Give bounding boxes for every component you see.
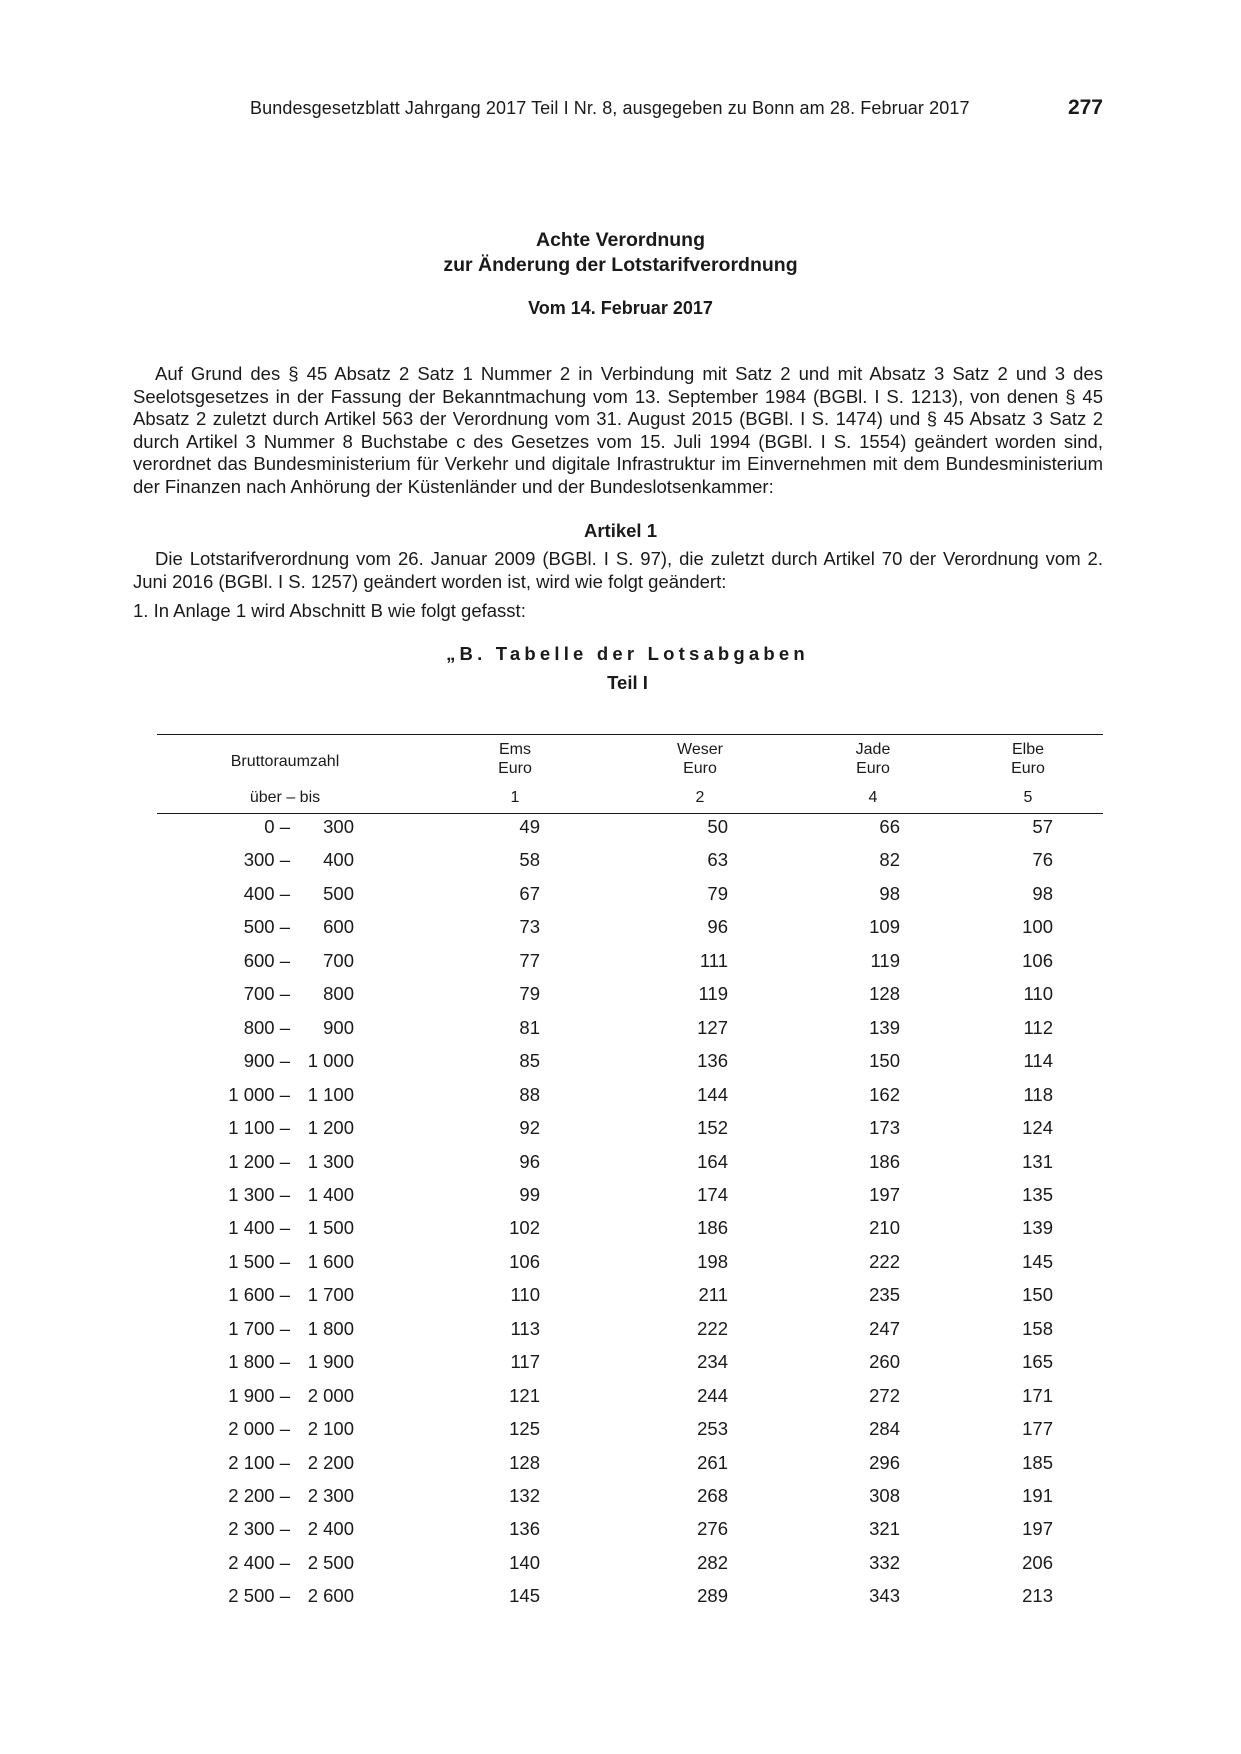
list-item-1: 1. In Anlage 1 wird Abschnitt B wie folgt gefasst:	[133, 600, 526, 621]
cell-jade: 82	[879, 849, 900, 871]
cell-jade: 247	[869, 1317, 900, 1339]
cell-weser: 164	[697, 1150, 728, 1172]
table-row	[0, 816, 1241, 850]
cell-ems: 67	[519, 882, 540, 904]
document-title	[0, 228, 1241, 278]
cell-from: 500 –	[243, 916, 290, 938]
cell-jade: 173	[869, 1117, 900, 1139]
cell-elbe: 106	[1022, 949, 1053, 971]
cell-ems: 121	[509, 1384, 540, 1406]
cell-from: 2 500 –	[228, 1585, 290, 1607]
cell-jade: 222	[869, 1250, 900, 1272]
cell-jade: 186	[869, 1150, 900, 1172]
table-row	[0, 1217, 1241, 1251]
table-row	[0, 950, 1241, 984]
artikel-heading: Artikel 1	[583, 520, 657, 541]
header-ems-name: Ems	[499, 741, 531, 758]
cell-to: 1 500	[307, 1217, 354, 1239]
cell-weser: 63	[707, 849, 728, 871]
table-header-rule	[157, 813, 1103, 814]
cell-to: 1 800	[307, 1317, 354, 1339]
header-elbe-unit: Euro	[1011, 760, 1045, 777]
cell-weser: 174	[697, 1183, 728, 1205]
table-row	[0, 1050, 1241, 1084]
header-jade-unit: Euro	[856, 760, 890, 777]
cell-from: 800 –	[243, 1016, 290, 1038]
cell-from: 700 –	[243, 983, 290, 1005]
header-elbe-name: Elbe	[1011, 741, 1045, 758]
cell-to: 1 700	[307, 1284, 354, 1306]
cell-ems: 96	[519, 1150, 540, 1172]
table-row	[0, 1284, 1241, 1318]
cell-from: 1 500 –	[228, 1250, 290, 1272]
cell-ems: 88	[519, 1083, 540, 1105]
cell-elbe: 197	[1022, 1518, 1053, 1540]
cell-from: 1 000 –	[228, 1083, 290, 1105]
page-number: 277	[1067, 96, 1103, 119]
cell-elbe: 57	[1032, 816, 1053, 837]
cell-jade: 296	[869, 1451, 900, 1473]
cell-weser: 127	[697, 1016, 728, 1038]
cell-to: 500	[323, 882, 354, 904]
cell-elbe: 135	[1022, 1183, 1053, 1205]
cell-jade: 308	[869, 1485, 900, 1506]
cell-ems: 77	[519, 949, 540, 971]
cell-jade: 343	[869, 1585, 900, 1607]
cell-to: 2 300	[307, 1485, 354, 1506]
cell-weser: 136	[697, 1050, 728, 1072]
cell-elbe: 76	[1032, 849, 1053, 871]
cell-to: 1 600	[307, 1250, 354, 1272]
cell-from: 1 600 –	[228, 1284, 290, 1306]
cell-to: 300	[323, 816, 354, 837]
cell-from: 2 300 –	[228, 1518, 290, 1540]
cell-elbe: 98	[1032, 882, 1053, 904]
header-elbe-number: 5	[1023, 789, 1033, 806]
cell-to: 700	[323, 949, 354, 971]
cell-ems: 102	[509, 1217, 540, 1239]
cell-weser: 186	[697, 1217, 728, 1239]
cell-to: 1 300	[307, 1150, 354, 1172]
cell-elbe: 112	[1023, 1016, 1053, 1038]
cell-ems: 85	[519, 1050, 540, 1072]
cell-weser: 268	[697, 1485, 728, 1506]
cell-elbe: 171	[1022, 1384, 1053, 1406]
cell-ems: 79	[519, 983, 540, 1005]
header-weser	[640, 740, 760, 778]
document-date: Vom 14. Februar 2017	[528, 298, 713, 318]
header-ems-number: 1	[510, 789, 520, 806]
cell-jade: 284	[869, 1418, 900, 1440]
cell-weser: 222	[697, 1317, 728, 1339]
header-ueber-bis: über – bis	[249, 789, 321, 806]
cell-elbe: 150	[1022, 1284, 1053, 1306]
cell-from: 2 100 –	[228, 1451, 290, 1473]
table-row	[0, 1351, 1241, 1385]
cell-elbe: 177	[1022, 1418, 1053, 1440]
table-row	[0, 1552, 1241, 1586]
header-ems	[455, 740, 575, 778]
cell-jade: 128	[869, 983, 900, 1005]
table-row	[0, 1385, 1241, 1419]
cell-ems: 117	[510, 1351, 540, 1373]
cell-to: 2 600	[307, 1585, 354, 1607]
cell-weser: 144	[697, 1083, 728, 1105]
table-row	[0, 1418, 1241, 1452]
table-row	[0, 1485, 1241, 1519]
table-row	[0, 1017, 1241, 1051]
table-row	[0, 983, 1241, 1017]
table-row	[0, 1151, 1241, 1185]
cell-weser: 211	[698, 1284, 728, 1306]
cell-elbe: 185	[1022, 1451, 1053, 1473]
cell-weser: 96	[707, 916, 728, 938]
cell-ems: 81	[519, 1016, 540, 1038]
cell-weser: 111	[699, 949, 728, 971]
cell-jade: 197	[869, 1183, 900, 1205]
cell-from: 900 –	[243, 1050, 290, 1072]
cell-ems: 113	[510, 1317, 540, 1339]
cell-elbe: 165	[1022, 1351, 1053, 1373]
cell-elbe: 213	[1022, 1585, 1053, 1607]
cell-weser: 276	[697, 1518, 728, 1540]
cell-jade: 109	[869, 916, 900, 938]
cell-from: 1 200 –	[228, 1150, 290, 1172]
cell-ems: 136	[509, 1518, 540, 1540]
cell-ems: 145	[509, 1585, 540, 1607]
cell-elbe: 131	[1022, 1150, 1053, 1172]
cell-from: 1 100 –	[228, 1117, 290, 1139]
cell-jade: 162	[869, 1083, 900, 1105]
header-elbe	[968, 740, 1088, 778]
cell-to: 2 200	[307, 1451, 354, 1473]
cell-elbe: 110	[1023, 983, 1053, 1005]
header-bruttoraumzahl: Bruttoraumzahl	[230, 753, 340, 770]
cell-elbe: 114	[1023, 1050, 1053, 1072]
table-row	[0, 849, 1241, 883]
cell-from: 1 800 –	[228, 1351, 290, 1373]
cell-weser: 50	[707, 816, 728, 837]
cell-weser: 119	[698, 983, 728, 1005]
table-subtitle: Teil I	[607, 672, 648, 693]
cell-to: 1 400	[307, 1183, 354, 1205]
cell-from: 300 –	[243, 849, 290, 871]
cell-weser: 253	[697, 1418, 728, 1440]
cell-to: 2 500	[307, 1551, 354, 1573]
cell-weser: 289	[697, 1585, 728, 1607]
cell-weser: 79	[707, 882, 728, 904]
cell-ems: 99	[519, 1183, 540, 1205]
cell-elbe: 158	[1022, 1317, 1053, 1339]
cell-ems: 132	[509, 1485, 540, 1506]
cell-weser: 152	[697, 1117, 728, 1139]
cell-to: 2 100	[307, 1418, 354, 1440]
table-row	[0, 1452, 1241, 1486]
cell-jade: 321	[869, 1518, 900, 1540]
cell-to: 1 900	[307, 1351, 354, 1373]
cell-from: 1 400 –	[228, 1217, 290, 1239]
table-row	[0, 1184, 1241, 1218]
cell-elbe: 145	[1022, 1250, 1053, 1272]
header-jade-name: Jade	[855, 741, 891, 758]
cell-from: 2 400 –	[228, 1551, 290, 1573]
cell-ems: 128	[509, 1451, 540, 1473]
cell-to: 1 100	[307, 1083, 354, 1105]
table-top-rule	[157, 734, 1103, 735]
cell-elbe: 139	[1022, 1217, 1053, 1239]
cell-jade: 119	[870, 949, 900, 971]
table-row	[0, 883, 1241, 917]
table-row	[0, 1084, 1241, 1118]
cell-to: 1 200	[307, 1117, 354, 1139]
table-row	[0, 1117, 1241, 1151]
cell-weser: 261	[697, 1451, 728, 1473]
cell-jade: 66	[879, 816, 900, 837]
cell-jade: 235	[869, 1284, 900, 1306]
cell-elbe: 124	[1022, 1117, 1053, 1139]
intro-paragraph: Auf Grund des § 45 Absatz 2 Satz 1 Nummer 2 in Verbindung mit Satz 2 und mit Absatz 3 Satz 2 und 3 des Seelotsgesetzes in der Fassung der Bekanntmachung vom 13. September 1984 (BGBl. I S. 1213), von denen § 45 Absatz 2 zuletzt durch Artikel 563 der Verordnung vom 31. August 2015 (BGBl. I S. 1474) und § 45 Absatz 3 Satz 2 durch Artikel 3 Nummer 8 Buchstabe c des Gesetzes vom 15. Juli 1994 (BGBl. I S. 1554) geändert worden sind, verordnet das Bundesministerium für Verkehr und digitale Infrastruktur im Einvernehmen mit dem Bundesministerium der Finanzen nach Anhörung der Küstenländer und der Bundeslotsenkammer:	[133, 363, 1103, 497]
cell-jade: 210	[869, 1217, 900, 1239]
cell-from: 2 200 –	[228, 1485, 290, 1506]
cell-to: 1 000	[307, 1050, 354, 1072]
cell-to: 900	[323, 1016, 354, 1038]
table-row	[0, 1251, 1241, 1285]
header-jade-number: 4	[868, 789, 878, 806]
cell-from: 400 –	[243, 882, 290, 904]
title-line-1: Achte Verordnung	[535, 229, 706, 251]
header-weser-unit: Euro	[683, 760, 717, 777]
cell-ems: 140	[509, 1551, 540, 1573]
cell-from: 1 900 –	[228, 1384, 290, 1406]
cell-ems: 106	[509, 1250, 540, 1272]
table-row	[0, 1318, 1241, 1352]
cell-ems: 58	[519, 849, 540, 871]
cell-jade: 139	[869, 1016, 900, 1038]
cell-jade: 150	[869, 1050, 900, 1072]
cell-to: 600	[323, 916, 354, 938]
cell-weser: 198	[697, 1250, 728, 1272]
title-line-2: zur Änderung der Lotstarifverordnung	[443, 254, 798, 276]
cell-weser: 234	[697, 1351, 728, 1373]
running-header: Bundesgesetzblatt Jahrgang 2017 Teil I Nr. 8, ausgegeben zu Bonn am 28. Februar 2017	[250, 98, 970, 118]
cell-weser: 282	[697, 1551, 728, 1573]
table-title: „B. Tabelle der Lotsabgaben	[446, 643, 809, 664]
cell-ems: 110	[510, 1284, 540, 1306]
header-ems-unit: Euro	[498, 760, 532, 777]
cell-to: 800	[323, 983, 354, 1005]
cell-elbe: 191	[1022, 1485, 1053, 1506]
cell-jade: 98	[879, 882, 900, 904]
cell-to: 2 000	[307, 1384, 354, 1406]
table-row	[0, 916, 1241, 950]
artikel-text: Die Lotstarifverordnung vom 26. Januar 2009 (BGBl. I S. 97), die zuletzt durch Artikel 70 der Verordnung vom 2. Juni 2016 (BGBl. I S. 1257) geändert worden ist, wird wie folgt geändert:	[133, 548, 1103, 592]
cell-jade: 272	[869, 1384, 900, 1406]
cell-from: 1 300 –	[228, 1183, 290, 1205]
cell-jade: 260	[869, 1351, 900, 1373]
cell-to: 2 400	[307, 1518, 354, 1540]
cell-ems: 49	[519, 816, 540, 837]
table-row	[0, 1585, 1241, 1619]
table-row	[0, 1518, 1241, 1552]
cell-elbe: 118	[1023, 1083, 1053, 1105]
cell-weser: 244	[697, 1384, 728, 1406]
cell-elbe: 206	[1022, 1551, 1053, 1573]
cell-ems: 125	[509, 1418, 540, 1440]
cell-from: 2 000 –	[228, 1418, 290, 1440]
cell-from: 600 –	[243, 949, 290, 971]
cell-from: 0 –	[264, 816, 290, 837]
cell-jade: 332	[869, 1551, 900, 1573]
cell-ems: 92	[519, 1117, 540, 1139]
cell-to: 400	[323, 849, 354, 871]
header-weser-number: 2	[695, 789, 705, 806]
header-jade	[813, 740, 933, 778]
cell-from: 1 700 –	[228, 1317, 290, 1339]
header-weser-name: Weser	[677, 741, 723, 758]
cell-elbe: 100	[1022, 916, 1053, 938]
cell-ems: 73	[519, 916, 540, 938]
